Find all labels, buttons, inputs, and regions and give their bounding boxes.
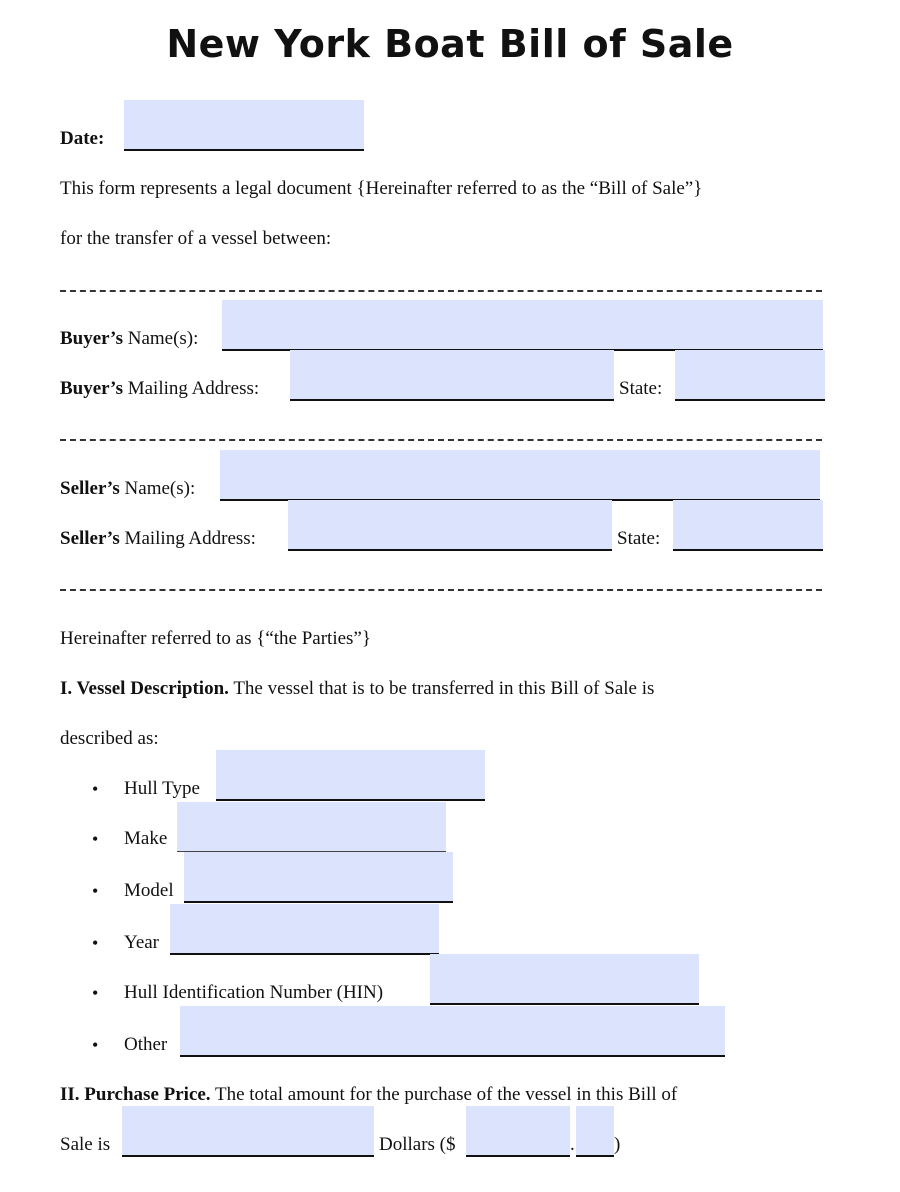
buyer-address-label-rest: Mailing Address:: [122, 378, 260, 399]
bullet: •: [92, 933, 99, 953]
seller-name-field[interactable]: [220, 450, 820, 501]
seller-state-field[interactable]: [673, 500, 823, 551]
model-field[interactable]: [184, 852, 453, 903]
seller-name-label: [60, 478, 195, 500]
buyer-state-label: State:: [619, 378, 663, 399]
purchase-price-heading: II. Purchase Price.: [60, 1084, 211, 1105]
buyer-state-field[interactable]: [675, 350, 825, 401]
intro-line-1: This form represents a legal document {Hereinafter referred to as the “Bill of Sale”}: [60, 178, 703, 199]
seller-address-label-rest: Mailing Address:: [119, 528, 256, 549]
other-label: Other: [124, 1034, 168, 1055]
dollars-amount-field[interactable]: [466, 1106, 570, 1157]
date-label: Date:: [60, 128, 105, 149]
decimal-point: .: [570, 1134, 575, 1155]
intro-line-2: for the transfer of a vessel between:: [60, 228, 332, 249]
buyer-address-label: [60, 378, 259, 400]
seller-address-label-bold: Seller’s: [60, 528, 120, 549]
vessel-description-text: The vessel that is to be transferred in this Bill of Sale is: [228, 678, 655, 699]
seller-name-label-bold: Seller’s: [60, 478, 120, 499]
purchase-price-words-field[interactable]: [122, 1106, 374, 1157]
bullet: •: [92, 829, 99, 849]
seller-address-field[interactable]: [288, 500, 612, 551]
buyer-name-field[interactable]: [222, 300, 823, 351]
bullet: •: [92, 1035, 99, 1055]
make-label: Make: [124, 828, 168, 849]
vessel-description-heading: I. Vessel Description.: [60, 678, 229, 699]
seller-state-label: State:: [617, 528, 661, 549]
parties-text: Hereinafter referred to as {“the Parties”}: [60, 628, 371, 649]
close-paren: ): [614, 1134, 621, 1155]
sale-is-label: Sale is: [60, 1134, 111, 1155]
buyer-address-field[interactable]: [290, 350, 614, 401]
vessel-description-text-2: described as:: [60, 728, 159, 749]
hull-type-label: Hull Type: [124, 778, 200, 799]
model-label: Model: [124, 880, 174, 901]
purchase-price-paragraph: [60, 1084, 677, 1106]
year-field[interactable]: [170, 904, 439, 955]
dollars-label: Dollars ($: [379, 1134, 456, 1155]
divider: [60, 439, 822, 441]
hin-label: Hull Identification Number (HIN): [124, 982, 384, 1003]
vessel-description-paragraph: [60, 678, 654, 700]
hull-type-field[interactable]: [216, 750, 485, 801]
buyer-name-label-rest: Name(s):: [122, 328, 199, 349]
seller-name-label-rest: Name(s):: [119, 478, 196, 499]
bullet: •: [92, 779, 99, 799]
bullet: •: [92, 983, 99, 1003]
page-title: New York Boat Bill of Sale: [166, 22, 734, 66]
year-label: Year: [124, 932, 160, 953]
buyer-address-label-bold: Buyer’s: [60, 378, 123, 399]
divider: [60, 589, 822, 591]
buyer-name-label-bold: Buyer’s: [60, 328, 123, 349]
divider: [60, 290, 822, 292]
seller-address-label: [60, 528, 256, 550]
cents-amount-field[interactable]: [576, 1106, 614, 1157]
date-field[interactable]: [124, 100, 364, 151]
buyer-name-label: [60, 328, 198, 350]
make-field[interactable]: [177, 802, 446, 852]
other-field[interactable]: [180, 1006, 725, 1057]
purchase-price-text: The total amount for the purchase of the vessel in this Bill of: [210, 1084, 678, 1105]
bullet: •: [92, 881, 99, 901]
hin-field[interactable]: [430, 954, 699, 1005]
